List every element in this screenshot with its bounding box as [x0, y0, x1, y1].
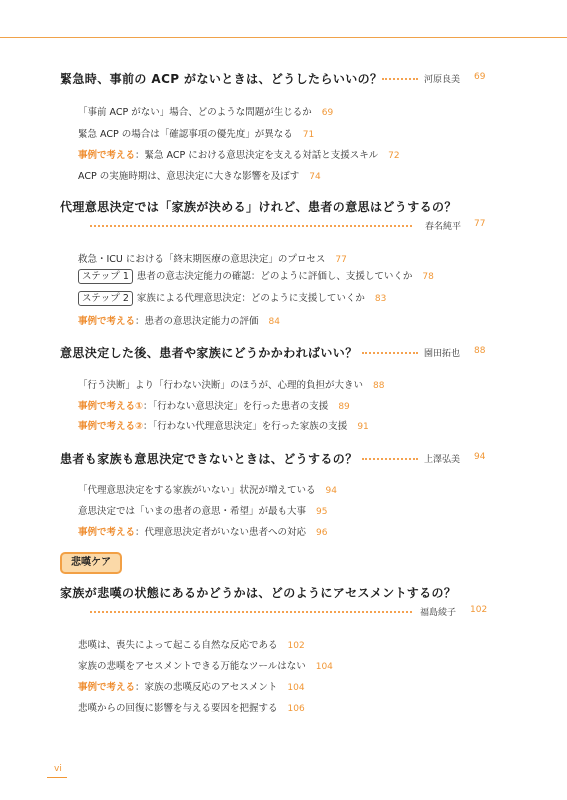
leader-dots: [362, 352, 418, 354]
toc-item[interactable]: [78, 104, 333, 118]
toc-item[interactable]: [78, 524, 327, 538]
toc-item[interactable]: [78, 126, 314, 140]
section-page: 102: [470, 605, 488, 615]
example-label: 事例で考える①: [78, 401, 144, 412]
leader-dots: [90, 225, 412, 227]
leader-dots: [362, 458, 418, 460]
item-text: ：患者の意思決定能力の評価: [135, 316, 259, 327]
item-page: 102: [287, 641, 305, 651]
item-text: 悲嘆は、喪失によって起こる自然な反応である: [78, 640, 278, 651]
toc-item[interactable]: [78, 503, 327, 517]
toc-item[interactable]: [78, 268, 434, 284]
item-text: ACP の実施時期は、意思決定に大きな影響を及ぼす: [78, 171, 300, 182]
category-badge: 悲嘆ケア: [60, 552, 122, 574]
item-text: ：「行わない意思決定」を行った患者の支援: [143, 401, 329, 412]
section-page: 88: [474, 346, 486, 356]
item-page: 104: [287, 683, 305, 693]
item-page: 69: [321, 108, 334, 118]
item-text: 救急・ICU における「終末期医療の意思決定」のプロセス: [78, 254, 326, 265]
section-page: 77: [474, 219, 486, 229]
example-label: 事例で考える: [78, 527, 136, 538]
section-title: 緊急時、事前の ACP がないときは、どうしたらいいの？: [60, 72, 383, 86]
item-page: 96: [316, 528, 328, 538]
section-title: 患者も家族も意思決定できないときは、どうするの？: [60, 452, 358, 466]
toc-item[interactable]: [78, 418, 369, 432]
item-page: 91: [357, 422, 369, 432]
item-page: 84: [268, 317, 280, 327]
item-text: ：家族の悲嘆反応のアセスメント: [135, 682, 278, 693]
toc-item[interactable]: [78, 700, 305, 714]
toc-item[interactable]: [78, 482, 337, 496]
item-text: ：緊急 ACP における意思決定を支える対話と支援スキル: [135, 150, 379, 161]
item-text: 「代理意思決定をする家族がいない」状況が増えている: [78, 485, 316, 496]
author-name: 福島綾子: [420, 608, 457, 618]
example-label: 事例で考える: [78, 682, 136, 693]
top-rule: [0, 37, 567, 38]
toc-item[interactable]: [78, 679, 305, 693]
example-label: 事例で考える: [78, 316, 136, 327]
item-text: 意思決定では「いまの患者の意思・希望」が最も大事: [78, 506, 307, 517]
example-label: 事例で考える: [78, 150, 136, 161]
item-page: 83: [374, 294, 387, 304]
toc-item[interactable]: [78, 658, 333, 672]
leader-dots: [90, 611, 412, 613]
leader-dots: [382, 78, 418, 80]
item-text: 家族の悲嘆をアセスメントできる万能なツールはない: [78, 661, 306, 672]
toc-item[interactable]: [78, 251, 347, 265]
item-text: 悲嘆からの回復に影響を与える要因を把握する: [78, 703, 278, 714]
section-title: 意思決定した後、患者や家族にどうかかわればいい？: [60, 346, 358, 360]
folio-rule: [47, 777, 67, 778]
section-page: 69: [474, 72, 486, 82]
item-page: 77: [335, 255, 347, 265]
item-text: 家族による代理意思決定：どのように支援していくか: [136, 293, 365, 304]
author-name: 河原良美: [424, 75, 461, 85]
item-text: 患者の意志決定能力の確認：どのように評価し、支援していくか: [136, 271, 413, 282]
item-text: 緊急 ACP の場合は「確認事項の優先度」が異なる: [78, 129, 293, 140]
item-text: 「事前 ACP がない」場合、どのような問題が生じるか: [78, 107, 312, 118]
section-title: 家族が悲嘆の状態にあるかどうかは、どのようにアセスメントするの？: [60, 586, 457, 600]
step-label: ステップ 2: [78, 291, 133, 306]
author-name: 園田拓也: [424, 349, 461, 359]
toc-item[interactable]: [78, 398, 350, 412]
item-page: 106: [287, 704, 305, 714]
item-page: 71: [302, 130, 315, 140]
author-name: 上澤弘美: [424, 455, 461, 465]
item-page: 78: [422, 272, 434, 282]
step-label: ステップ 1: [78, 269, 133, 284]
section-page: 94: [474, 452, 486, 462]
item-page: 104: [315, 662, 333, 672]
item-text: ：「行わない代理意思決定」を行った家族の支援: [143, 421, 348, 432]
author-name: 春名純平: [425, 222, 462, 232]
toc-item[interactable]: [78, 377, 384, 391]
item-page: 72: [388, 151, 400, 161]
item-text: 「行う決断」より「行わない決断」のほうが、心理的負担が大きい: [78, 380, 364, 391]
toc-item[interactable]: [78, 147, 400, 161]
page-number: vi: [54, 764, 62, 774]
toc-item[interactable]: [78, 637, 305, 651]
toc-item[interactable]: [78, 168, 321, 182]
example-label: 事例で考える②: [78, 421, 144, 432]
item-page: 88: [373, 381, 385, 391]
item-page: 74: [309, 172, 321, 182]
toc-item[interactable]: [78, 290, 386, 306]
section-title: 代理意思決定では「家族が決める」けれど、患者の意思はどうするの？: [60, 200, 457, 214]
item-text: ：代理意思決定者がいない患者への対応: [135, 527, 307, 538]
toc-item[interactable]: [78, 313, 280, 327]
item-page: 89: [338, 402, 350, 412]
item-page: 94: [325, 486, 337, 496]
item-page: 95: [316, 507, 328, 517]
